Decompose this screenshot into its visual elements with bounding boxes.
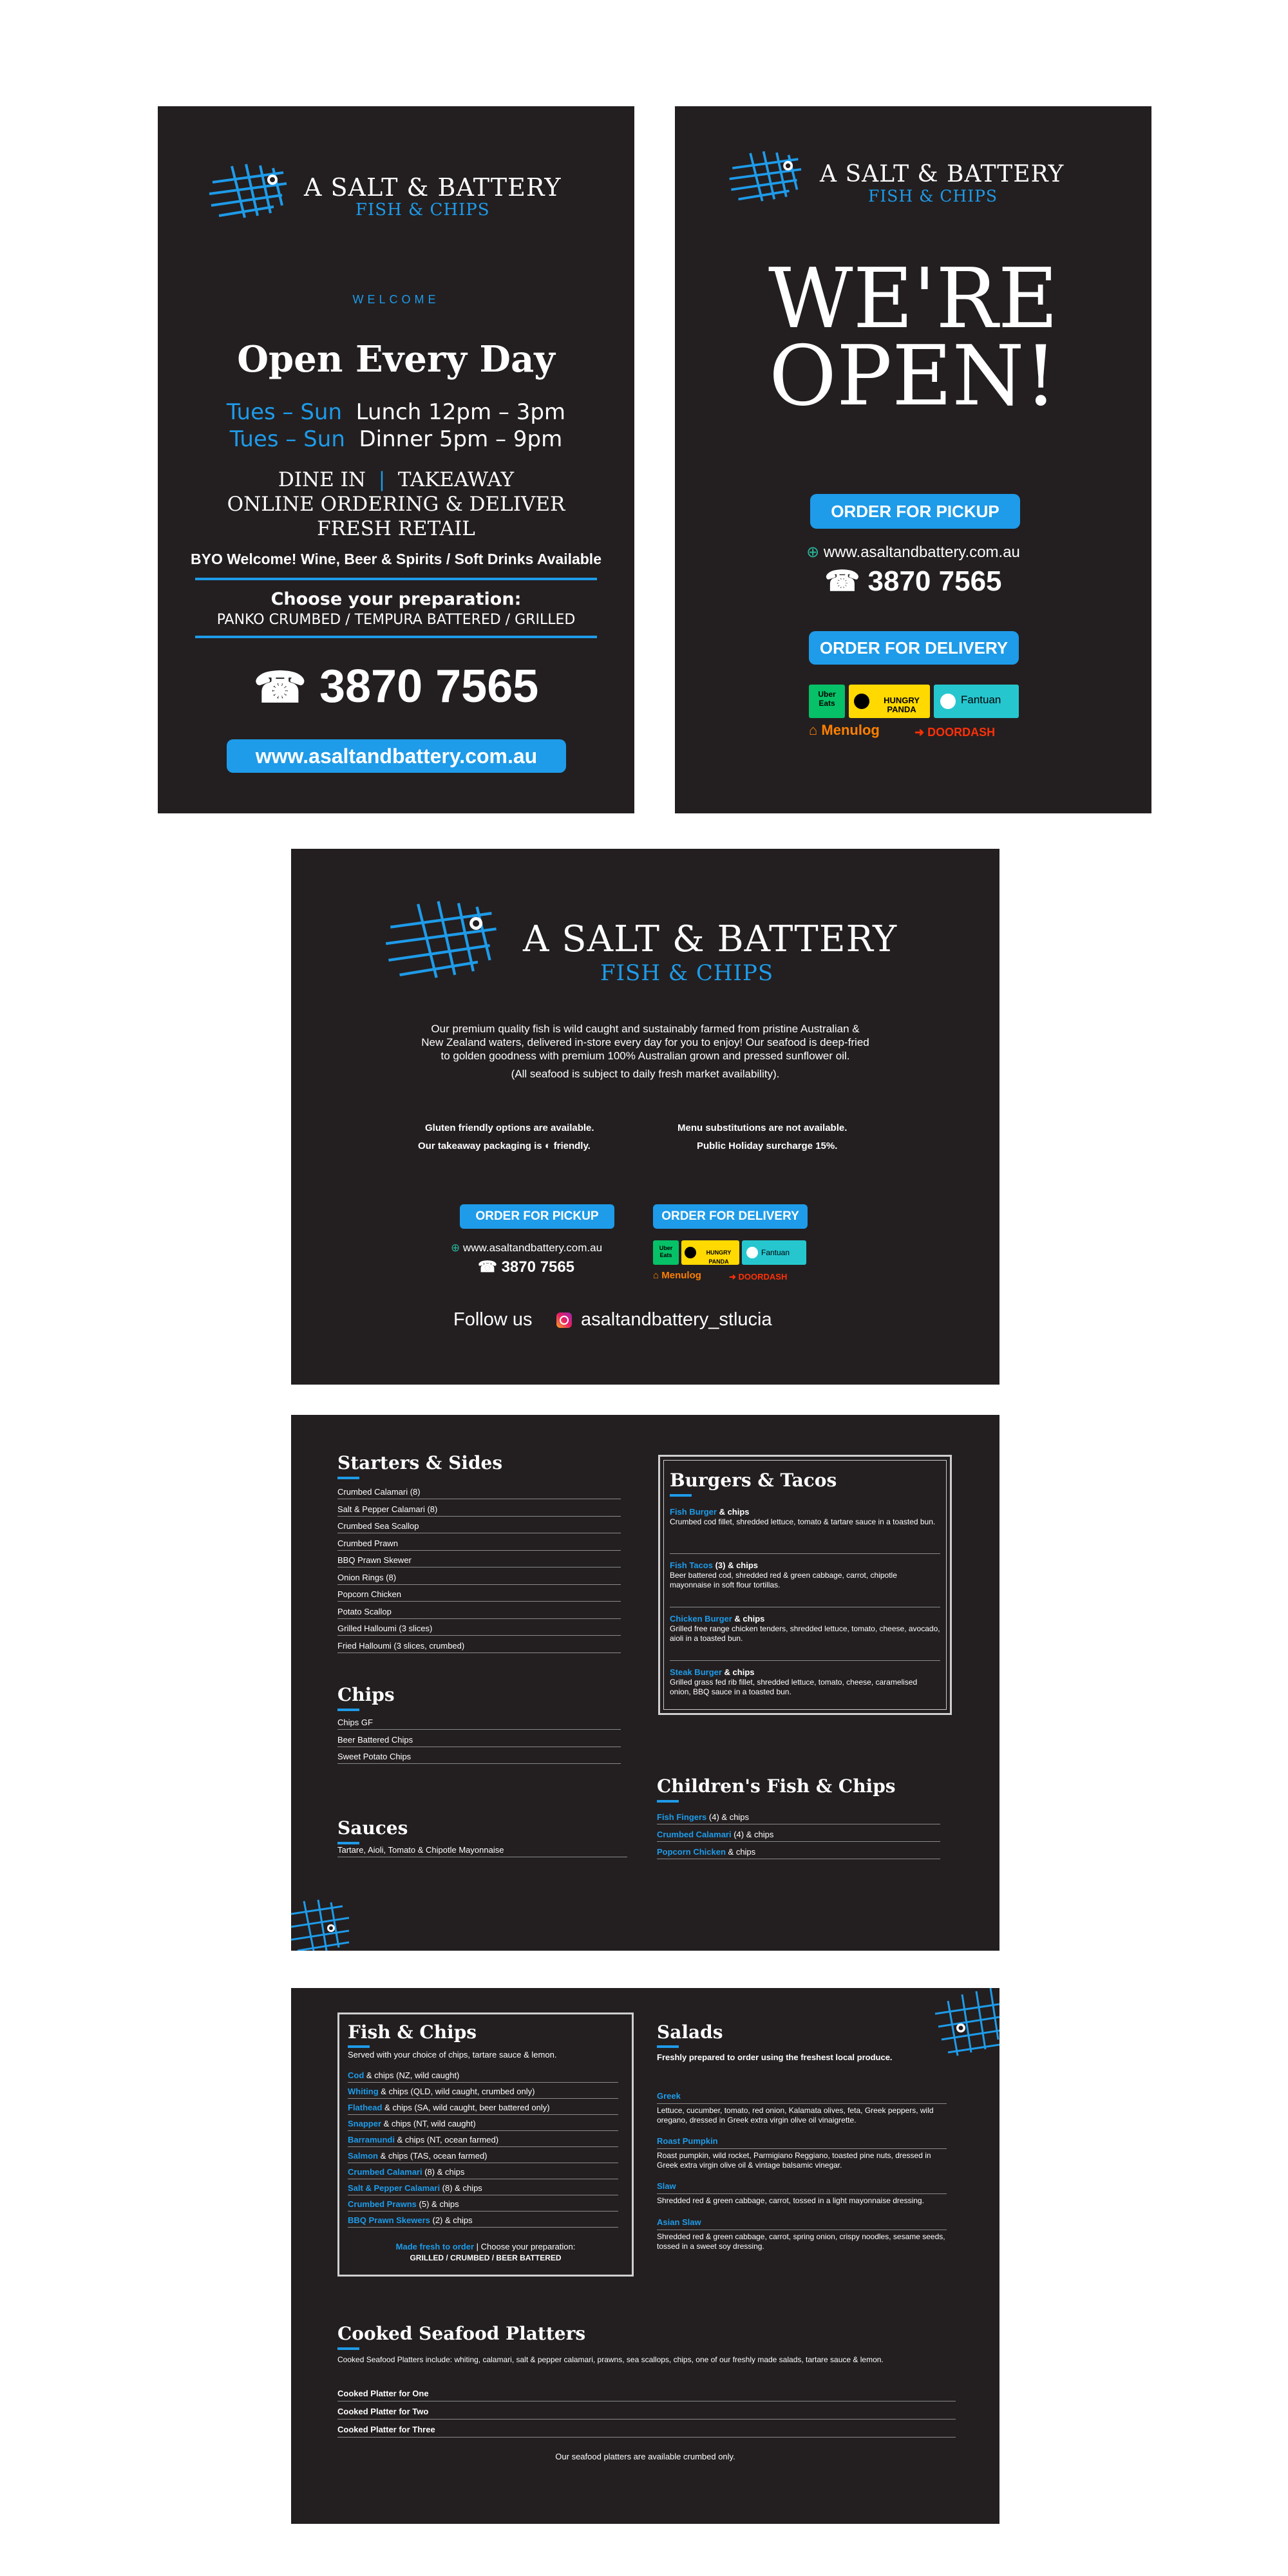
globe-icon: ⊕ [806,544,820,561]
item-detail: & chips [721,1667,755,1677]
note-holiday: Public Holiday surcharge 15%. [697,1141,838,1151]
item-description: Crumbed cod fillet, shredded lettuce, tomato & tartare sauce in a toasted bun. [670,1517,936,1526]
section-title-fish: Fish & Chips [348,2022,477,2043]
menu-page-1 [291,1415,999,1951]
item-name: Salmon [348,2151,378,2161]
follow-us-label: Follow us [453,1309,533,1330]
doordash-badge[interactable]: ➜ DOORDASH [729,1272,788,1282]
item-name: Flathead [348,2103,383,2112]
panda-icon [685,1247,696,1258]
item-detail: (5) & chips [416,2199,459,2209]
fantuan-icon [940,694,956,709]
doordash-icon: ➜ [729,1272,736,1282]
online-ordering-label: ONLINE ORDERING & DELIVER [227,493,565,516]
item-name: Cod [348,2070,365,2080]
welcome-label: WELCOME [352,293,440,306]
list-item: Grilled Halloumi (3 slices) [337,1624,433,1633]
item-description: Shredded red & green cabbage, carrot, spring onion, crispy noodles, sesame seeds, tossed in a sweet soy dressing. [657,2232,945,2251]
item-name: Snapper [348,2119,382,2128]
title-underline [670,1494,692,1497]
list-item [348,2183,482,2193]
divider [670,1660,940,1661]
divider [195,636,597,638]
list-item: BBQ Prawn Skewer [337,1555,412,1565]
section-title-chips: Chips [337,1684,395,1705]
divider [337,1729,621,1730]
menu-page-2 [291,1988,999,2524]
item-name: Steak Burger [670,1667,722,1677]
list-item: Slaw [657,2181,676,2191]
item-name: Fish Burger [670,1507,717,1517]
telephone-icon: ☎ [824,565,860,597]
divider [337,1584,621,1585]
list-item [348,2135,498,2145]
divider [337,1618,621,1619]
website-link[interactable] [675,543,1151,562]
list-item [657,1847,755,1857]
doordash-icon: ➜ [914,726,925,739]
item-name: Fish Fingers [657,1812,707,1822]
item-name: Popcorn Chicken [657,1847,726,1857]
title-underline [337,2347,359,2350]
list-item [657,1830,773,1839]
hours-lunch [158,399,634,425]
website-button[interactable]: www.asaltandbattery.com.au [227,739,566,773]
phone: ☎ 3870 7565 [478,1258,575,1276]
list-item: Roast Pumpkin [657,2136,718,2146]
headline-line1: WE'RE [768,251,1058,347]
fish-net-icon [726,148,810,206]
divider [348,2227,618,2228]
divider [337,2437,956,2438]
menu-cover [291,849,999,1385]
telephone-icon: ☎ [253,663,307,711]
hungrypanda-badge[interactable]: HUNGRY PANDA [849,685,930,718]
hours-time: Lunch 12pm – 3pm [355,399,566,425]
fresh-options: GRILLED / CRUMBED / BEER BATTERED [410,2253,562,2262]
item-detail: (8) & chips [422,2167,465,2177]
list-item [348,2087,535,2096]
item-name: Fish Tacos [670,1560,713,1570]
list-item: Popcorn Chicken [337,1589,401,1599]
item-name: BBQ Prawn Skewers [348,2215,430,2225]
divider [337,1550,621,1551]
divider [348,2098,618,2099]
headline: Open Every Day [237,338,555,381]
list-item: Cooked Platter for Three [337,2425,435,2434]
intro-line: New Zealand waters, delivered in-store every day for you to enjoy! Our seafood is deep-fried [421,1036,869,1048]
section-title-starters: Starters & Sides [337,1452,503,1473]
menulog-icon: ⌂ [653,1270,659,1281]
intro-line: (All seafood is subject to daily fresh market availability). [511,1068,780,1080]
list-item: Asian Slaw [657,2217,701,2227]
divider [348,2130,618,2131]
item-name: Salt & Pepper Calamari [348,2183,440,2193]
divider [348,2114,618,2115]
ubereats-badge[interactable]: Uber Eats [809,685,845,718]
list-item [348,2215,473,2225]
phone [675,565,1151,598]
divider [670,1553,940,1554]
item-description: Beer battered cod, shredded red & green cabbage, carrot, chipotle mayonnaise in soft flour tortillas. [670,1571,897,1589]
brand-name: A SALT & BATTERY [820,161,1065,187]
brand-subtitle: FISH & CHIPS [600,960,774,986]
eco-icon: ◐ [544,1141,551,1151]
list-item: Sweet Potato Chips [337,1752,412,1761]
hours-dinner [158,426,634,452]
list-item [348,2119,476,2128]
item-detail: & chips (TAS, ocean farmed) [377,2151,488,2161]
item-detail: (2) & chips [430,2215,473,2225]
logo [726,148,1113,206]
list-item [348,2167,464,2177]
divider [657,2193,947,2194]
fantuan-badge[interactable]: Fantuan [934,685,1019,718]
platters-intro: Cooked Seafood Platters include: whiting, calamari, salt & pepper calamari, prawns, sea scallops, chips, one of our freshly made salads, tartare sauce & lemon. [337,2355,884,2364]
note-gluten: Gluten friendly options are available. [425,1122,594,1133]
divider [657,2103,947,2104]
phone-number: 3870 7565 [867,565,1002,597]
item-detail: (3) & chips [712,1560,759,1570]
fish-net-icon [381,893,510,989]
byo-note: BYO Welcome! Wine, Beer & Spirits / Soft Drinks Available [191,551,601,567]
panda-icon [854,694,869,709]
order-pickup-button[interactable]: ORDER FOR PICKUP [460,1204,614,1229]
intro-line: Our premium quality fish is wild caught and sustainably farmed from pristine Australian & [431,1023,860,1035]
service-options: DINE IN | TAKEAWAY [278,468,515,491]
divider [337,2419,956,2420]
item-detail: & chips (QLD, wild caught, crumbed only) [378,2087,535,2096]
item-detail: (8) & chips [440,2183,482,2193]
list-item [670,1560,758,1570]
list-item [670,1667,755,1677]
phone-number: 3870 7565 [319,661,539,712]
list-item [670,1507,750,1517]
item-detail: & chips (NT, ocean farmed) [394,2135,499,2145]
website-link[interactable]: ⊕ www.asaltandbattery.com.au [451,1242,603,1254]
intro-line: to golden goodness with premium 100% Australian grown and pressed sunflower oil. [440,1050,850,1062]
divider [348,2146,618,2147]
list-item: Cooked Platter for One [337,2389,429,2398]
logo [206,163,592,221]
item-name: Crumbed Calamari [657,1830,732,1839]
item-detail: & chips [716,1507,750,1517]
phone [158,660,634,713]
fantuan-icon [746,1247,758,1258]
instagram-handle[interactable]: asaltandbattery_stlucia [581,1309,772,1330]
section-title-salads: Salads [657,2022,723,2043]
fish-net-icon [206,163,296,221]
list-item: Potato Scallop [337,1606,392,1616]
order-delivery-button[interactable]: ORDER FOR DELIVERY [809,631,1019,665]
item-detail: & chips (NT, wild caught) [381,2119,476,2128]
list-item [348,2151,488,2161]
brand-subtitle: FISH & CHIPS [355,200,490,220]
sauces-list: Tartare, Aioli, Tomato & Chipotle Mayonnaise [337,1845,504,1855]
item-detail: (4) & chips [706,1812,750,1822]
order-pickup-button[interactable]: ORDER FOR PICKUP [810,494,1020,529]
fish-intro: Served with your choice of chips, tartare sauce & lemon. [348,2050,557,2060]
dine-in-label: DINE IN [278,468,366,491]
hours-time: Dinner 5pm – 9pm [359,426,563,452]
list-item: Onion Rings (8) [337,1572,397,1582]
item-name: Crumbed Calamari [348,2167,422,2177]
divider [337,1516,621,1517]
list-item: Cooked Platter for Two [337,2407,429,2416]
brand-name: A SALT & BATTERY [304,173,562,202]
globe-icon: ⊕ [451,1242,460,1254]
doordash-badge[interactable]: ➜ DOORDASH [914,726,996,739]
item-name: Whiting [348,2087,379,2096]
brand-subtitle: FISH & CHIPS [868,187,998,205]
section-title-sauces: Sauces [337,1817,408,1839]
divider [337,1763,621,1764]
menulog-icon: ⌂ [809,722,818,738]
section-title-kids: Children's Fish & Chips [657,1776,896,1797]
list-item: Beer Battered Chips [337,1734,413,1745]
divider [657,1841,940,1842]
list-item [657,1812,749,1822]
menulog-badge[interactable]: ⌂ Menulog [653,1270,701,1281]
divider [337,1601,621,1602]
item-description: Shredded red & green cabbage, carrot, tossed in a light mayonnaise dressing. [657,2196,924,2205]
ubereats-badge[interactable]: Uber Eats [653,1240,679,1265]
list-item: Greek [657,2091,681,2101]
item-detail: & chips [725,1847,756,1857]
platters-note: Our seafood platters are available crumbed only. [555,2452,735,2461]
item-description: Grilled free range chicken tenders, shredded lettuce, tomato, cheese, avocado, aioli in a toasted bun. [670,1624,940,1643]
poster-we-are-open [675,106,1151,813]
section-title-platters: Cooked Seafood Platters [337,2323,586,2344]
item-detail: (4) & chips [731,1830,774,1839]
headline-line2: OPEN! [769,328,1057,424]
fish-net-icon [929,1988,999,2059]
title-underline [337,1477,359,1479]
list-item [348,2199,459,2209]
list-item [348,2103,550,2112]
brand-name: A SALT & BATTERY [523,918,898,960]
menulog-badge[interactable]: ⌂ Menulog [809,722,880,738]
item-description: Lettuce, cucumber, tomato, red onion, Kalamata olives, feta, Greek peppers, wild oregano, dressed in Greek extra virgin olive oil vinaigrette. [657,2106,934,2125]
divider [348,2082,618,2083]
fresh-retail-label: FRESH RETAIL [317,517,475,540]
list-item: Fried Halloumi (3 slices, crumbed) [337,1640,465,1651]
poster-open-every-day [158,106,634,813]
note-packaging: Our takeaway packaging is ◐ friendly. [418,1141,591,1151]
website-text: www.asaltandbattery.com.au [823,544,1020,561]
title-underline [348,2045,370,2048]
telephone-icon: ☎ [478,1258,497,1276]
hours-days: Tues – Sun [226,399,343,425]
instagram-icon[interactable] [556,1312,572,1328]
takeaway-label: TAKEAWAY [397,468,515,491]
prep-options: PANKO CRUMBED / TEMPURA BATTERED / GRILLED [216,612,576,628]
order-delivery-button[interactable]: ORDER FOR DELIVERY [653,1204,808,1229]
item-detail: & chips [732,1614,765,1624]
salads-intro: Freshly prepared to order using the freshest local produce. [657,2052,893,2062]
item-name: Crumbed Prawns [348,2199,417,2209]
list-item [348,2070,459,2080]
divider [195,578,597,580]
title-underline [337,1842,359,1844]
item-detail: & chips (NZ, wild caught) [364,2070,460,2080]
list-item [670,1614,764,1624]
title-underline [657,2045,679,2048]
hungrypanda-badge[interactable]: HUNGRY PANDA [681,1240,739,1265]
hours-days: Tues – Sun [229,426,345,452]
fantuan-badge[interactable]: Fantuan [742,1240,806,1265]
item-name: Barramundi [348,2135,395,2145]
divider [337,1635,621,1636]
section-title-burgers: Burgers & Tacos [670,1470,837,1491]
note-substitutions: Menu substitutions are not available. [677,1122,848,1133]
item-name: Chicken Burger [670,1614,732,1624]
fish-net-icon [291,1895,352,1951]
list-item: Salt & Pepper Calamari (8) [337,1504,438,1514]
prep-title: Choose your preparation: [270,589,522,609]
list-item: Crumbed Prawn [337,1538,398,1548]
list-item: Chips GF [337,1718,373,1727]
title-underline [337,1709,359,1711]
list-item: Crumbed Calamari (8) [337,1487,421,1497]
list-item: Crumbed Sea Scallop [337,1521,419,1531]
fresh-note: Made fresh to order | Choose your preparation: [395,2242,576,2251]
item-description: Grilled grass fed rib fillet, shredded lettuce, tomato, cheese, caramelised onion, BBQ sauce in a toasted bun. [670,1678,918,1696]
divider [657,2148,947,2149]
title-underline [657,1800,679,1803]
logo [381,893,935,989]
item-detail: & chips (SA, wild caught, beer battered only) [382,2103,550,2112]
item-description: Roast pumpkin, wild rocket, Parmigiano Reggiano, toasted pine nuts, dressed in Greek extra virgin olive oil & vintage balsamic vinegar. [657,2151,931,2170]
